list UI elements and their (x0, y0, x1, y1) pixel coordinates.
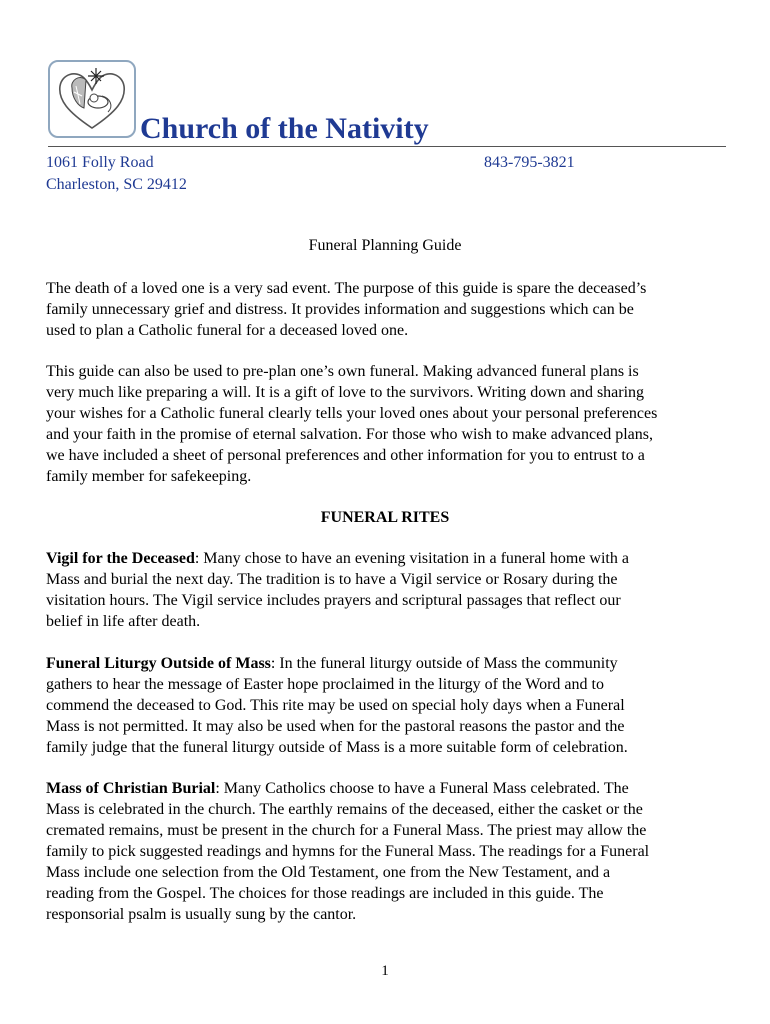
text-line: family member for safekeeping. (46, 468, 252, 485)
text-line: very much like preparing a will. It is a gift of love to the survivors. Writing down and sharing (46, 384, 645, 401)
page-number: 1 (381, 963, 389, 979)
text-line: gathers to hear the message of Easter hope proclaimed in the liturgy of the Word and to (46, 676, 604, 693)
text-line: family to pick suggested readings and hymns for the Funeral Mass. The readings for a Funeral (46, 843, 650, 860)
text-line: your wishes for a Catholic funeral clearly tells your loved ones about your personal preferences (46, 405, 658, 422)
text-line: reading from the Gospel. The choices for those readings are included in this guide. The (46, 885, 604, 902)
text-line: belief in life after death. (46, 613, 201, 630)
text-line: cremated remains, must be present in the church for a Funeral Mass. The priest may allow the (46, 822, 647, 839)
text-line: The death of a loved one is a very sad event. The purpose of this guide is spare the deceased’s (46, 280, 647, 297)
text-line: and your faith in the promise of eternal salvation. For those who wish to make advanced plans, (46, 426, 653, 443)
text-line: This guide can also be used to pre-plan one’s own funeral. Making advanced funeral plans is (46, 363, 639, 380)
text-line: family unnecessary grief and distress. It provides information and suggestions which can be (46, 301, 634, 318)
text-line: visitation hours. The Vigil service includes prayers and scriptural passages that reflect our (46, 592, 621, 609)
text-line: Mass is not permitted. It may also be used when for the pastoral reasons the pastor and the (46, 718, 625, 735)
liturgy-first-line: : In the funeral liturgy outside of Mass the community (270, 655, 618, 672)
preplan-paragraph (46, 361, 726, 487)
mass-paragraph (46, 778, 726, 925)
heart-madonna-icon (50, 62, 134, 136)
mass-term: Mass of Christian Burial (46, 780, 216, 797)
vigil-paragraph (46, 548, 726, 632)
section-heading: FUNERAL RITES (320, 509, 450, 526)
church-address (46, 152, 187, 196)
header-divider (48, 146, 726, 147)
liturgy-paragraph (46, 653, 726, 758)
text-line: responsorial psalm is usually sung by the cantor. (46, 906, 357, 923)
liturgy-term: Funeral Liturgy Outside of Mass (46, 655, 271, 672)
vigil-first-line: : Many chose to have an evening visitation in a funeral home with a (194, 550, 629, 567)
text-line: Mass is celebrated in the church. The earthly remains of the deceased, either the casket or the (46, 801, 643, 818)
vigil-term: Vigil for the Deceased (46, 550, 195, 567)
text-line: we have included a sheet of personal preferences and other information for you to entrust to a (46, 447, 645, 464)
text-line (46, 653, 726, 674)
address-line-2: Charleston, SC 29412 (46, 176, 187, 193)
mass-first-line: : Many Catholics choose to have a Funeral Mass celebrated. The (215, 780, 629, 797)
text-line (46, 778, 726, 799)
text-line: family judge that the funeral liturgy outside of Mass is a more suitable form of celebration. (46, 739, 628, 756)
intro-paragraph (46, 278, 726, 341)
text-line (46, 548, 726, 569)
text-line: Mass include one selection from the Old Testament, one from the New Testament, and a (46, 864, 611, 881)
church-phone: 843-795-3821 (484, 154, 575, 171)
text-line: commend the deceased to God. This rite may be used on special holy days when a Funeral (46, 697, 625, 714)
address-line-1: 1061 Folly Road (46, 154, 154, 171)
text-line: used to plan a Catholic funeral for a deceased loved one. (46, 322, 409, 339)
document-title: Funeral Planning Guide (308, 237, 462, 254)
nativity-logo-icon (48, 60, 136, 138)
text-line: Mass and burial the next day. The tradition is to have a Vigil service or Rosary during the (46, 571, 618, 588)
church-name: Church of the Nativity (140, 112, 429, 145)
